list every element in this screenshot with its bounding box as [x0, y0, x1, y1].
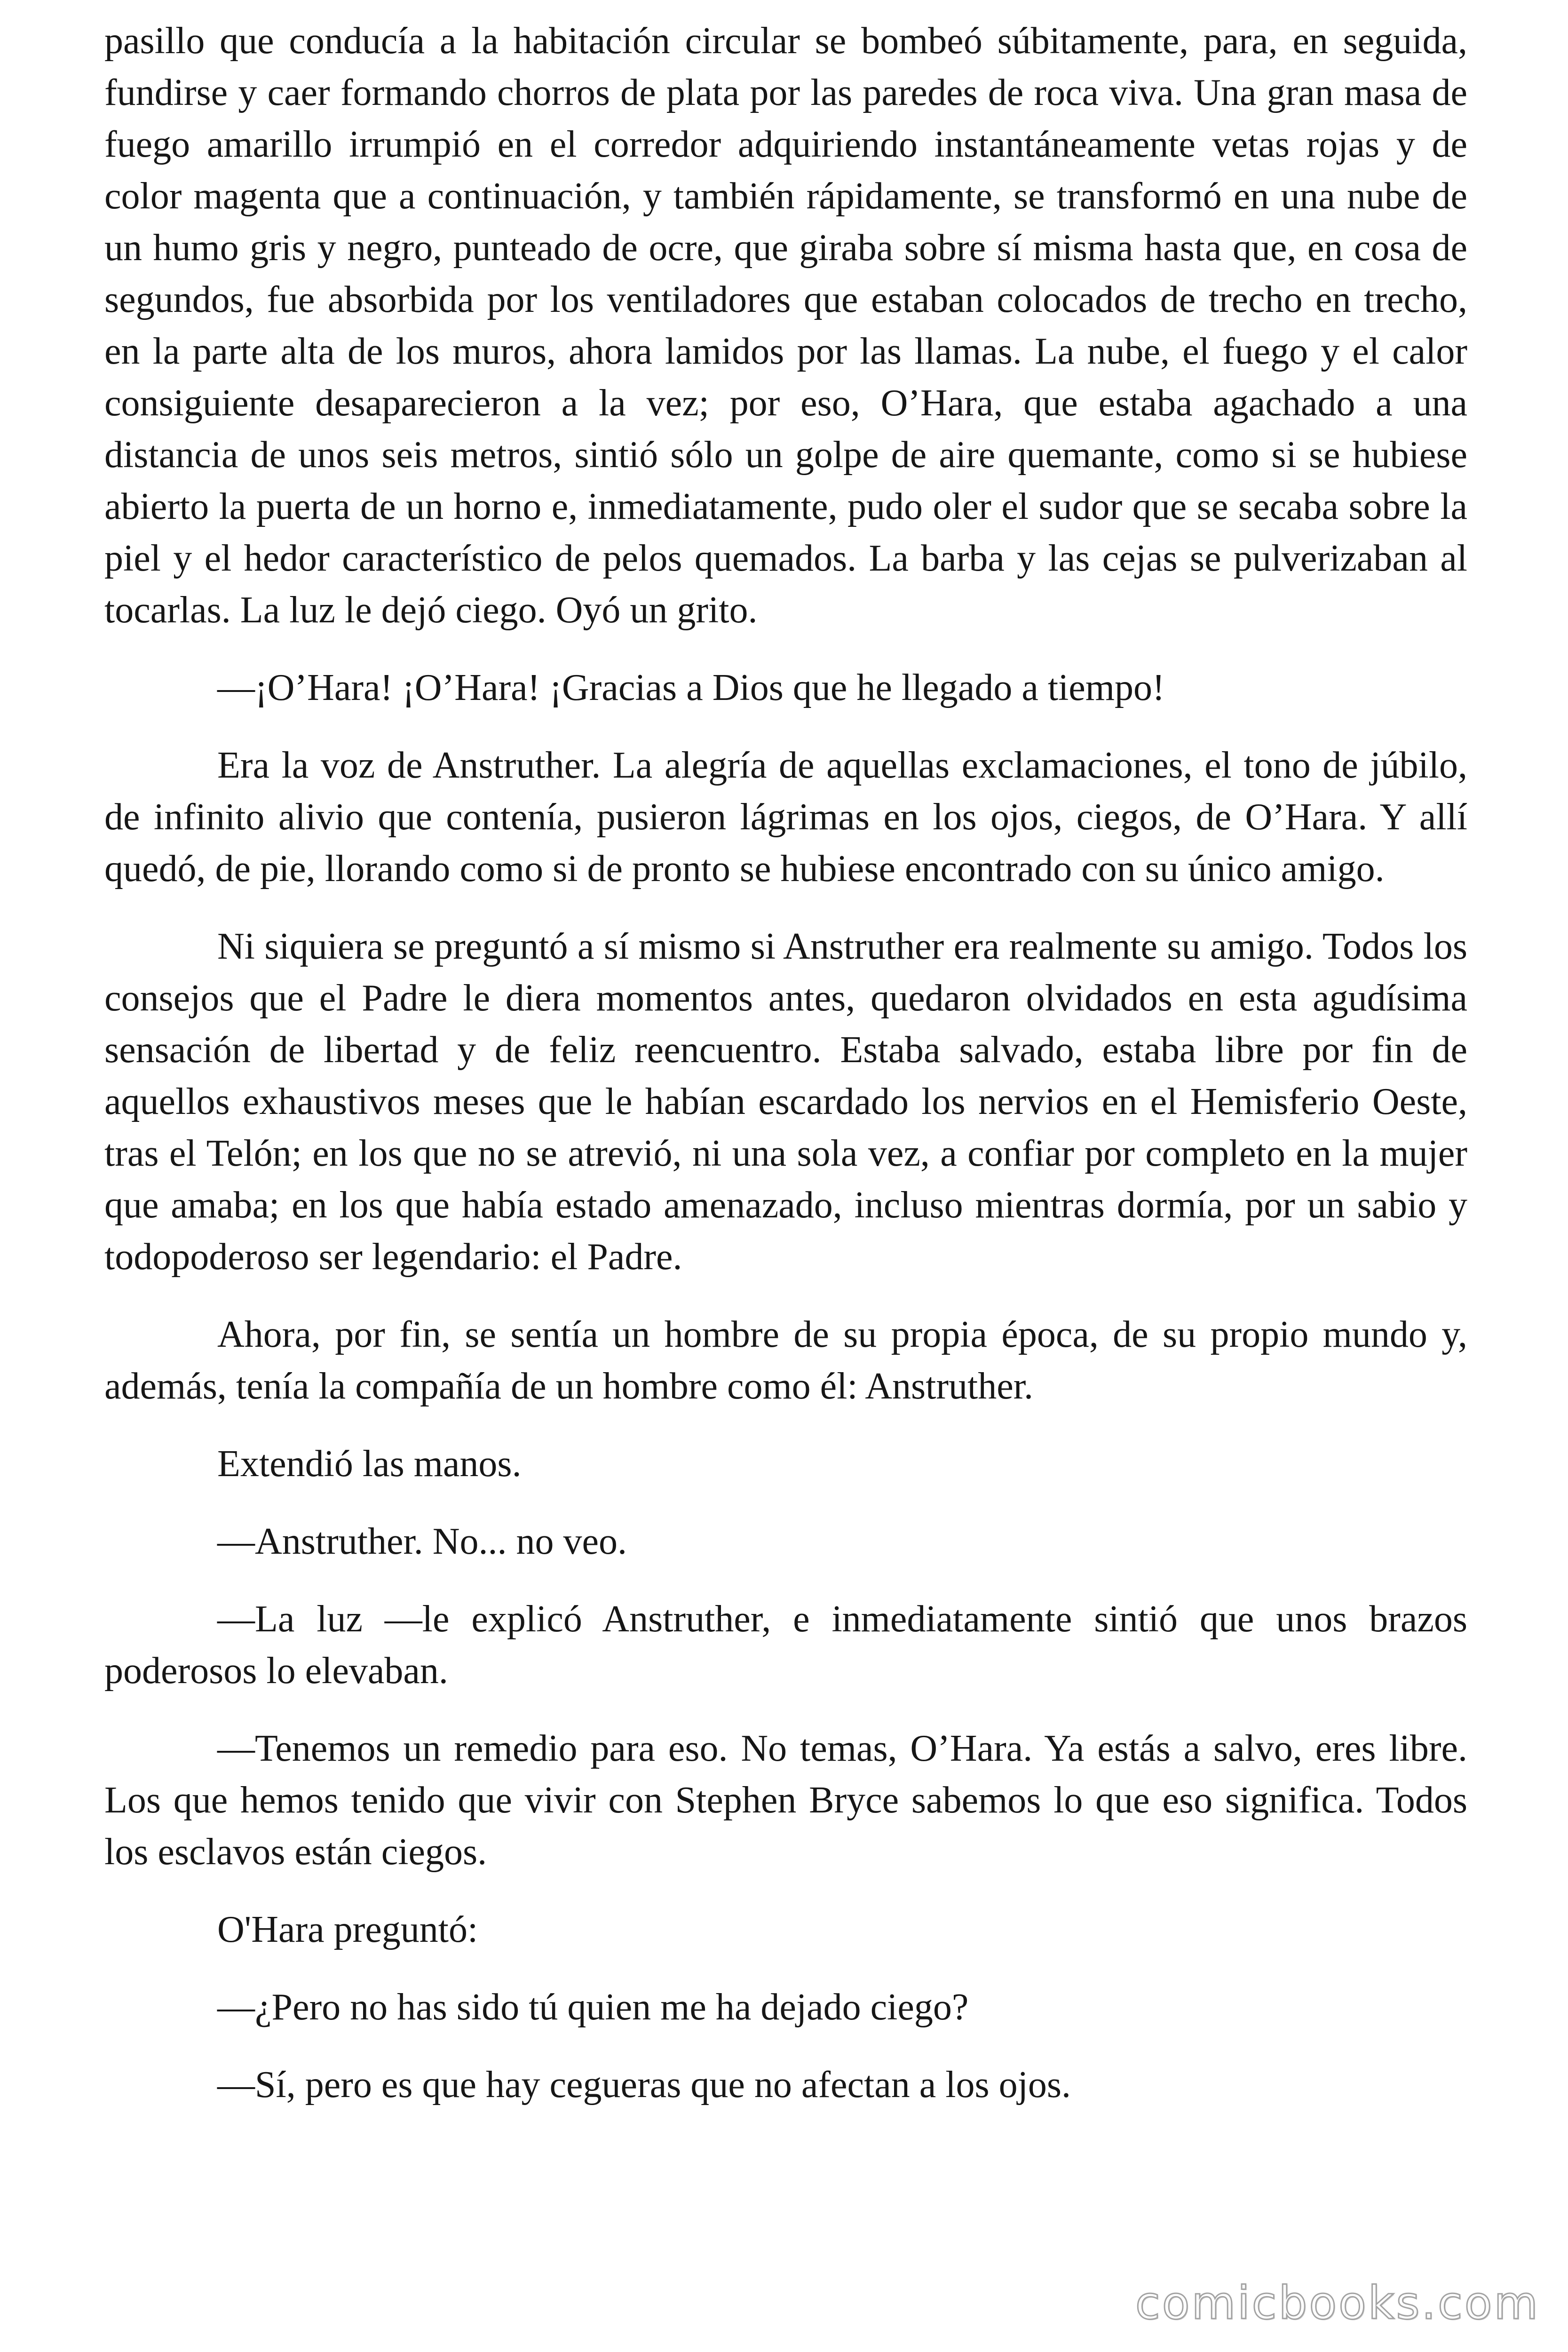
- paragraph-1: pasillo que conducía a la habitación circular se bombeó súbitamente, para, en seguida, fundirse y caer formando chorros de plata por las paredes de roca viva. Una gran masa de fuego amarillo irrumpió en el corredor adquiriendo instantáneamente vetas rojas y de color magenta que a continuación, y también rápidamente, se transformó en una nube de un humo gris y negro, punteado de ocre, que giraba sobre sí misma hasta que, en cosa de segundos, fue absorbida por los ventiladores que estaban colocados de trecho en trecho, en la parte alta de los muros, ahora lamidos por las llamas. La nube, el fuego y el calor consiguiente desaparecieron a la vez; por eso, O’Hara, que estaba agachado a una distancia de unos seis metros, sintió sólo un golpe de aire quemante, como si se hubiese abierto la puerta de un horno e, inmediatamente, pudo oler el sudor que se secaba sobre la piel y el hedor característico de pelos quemados. La barba y las cejas se pulverizaban al tocarlas. La luz le dejó ciego. Oyó un grito.: [104, 20, 1467, 631]
- paragraph-12: —Sí, pero es que hay cegueras que no afectan a los ojos.: [217, 2064, 1071, 2106]
- paragraph-2: —¡O’Hara! ¡O’Hara! ¡Gracias a Dios que he llegado a tiempo!: [217, 667, 1165, 708]
- paragraph-4: Ni siquiera se preguntó a sí mismo si Anstruther era realmente su amigo. Todos los consejos que el Padre le diera momentos antes, quedaron olvidados en esta agudísima sensación de libertad y de feliz reencuentro. Estaba salvado, estaba libre por fin de aquellos exhaustivos meses que le habían escardado los nervios en el Hemisferio Oeste, tras el Telón; en los que no se atrevió, ni una sola vez, a confiar por completo en la mujer que amaba; en los que había estado amenazado, incluso mientras dormía, por un sabio y todopoderoso ser legendario: el Padre.: [104, 926, 1467, 1278]
- paragraph-9: —Tenemos un remedio para eso. No temas, O’Hara. Ya estás a salvo, eres libre. Los que hemos tenido que vivir con Stephen Bryce sabemos lo que eso significa. Todos los esclavos están ciegos.: [104, 1728, 1467, 1873]
- paragraph-7: —Anstruther. No... no veo.: [217, 1521, 627, 1562]
- page-body: [104, 15, 1467, 2137]
- paragraph-6: Extendió las manos.: [217, 1443, 522, 1485]
- watermark-text: comicbooks.com: [1135, 2277, 1540, 2329]
- paragraph-8: —La luz —le explicó Anstruther, e inmediatamente sintió que unos brazos poderosos lo elevaban.: [104, 1598, 1467, 1692]
- paragraph-10: O'Hara preguntó:: [217, 1909, 478, 1950]
- paragraph-3: Era la voz de Anstruther. La alegría de aquellas exclamaciones, el tono de júbilo, de infinito alivio que contenía, pusieron lágrimas en los ojos, ciegos, de O’Hara. Y allí quedó, de pie, llorando como si de pronto se hubiese encontrado con su único amigo.: [104, 745, 1467, 890]
- paragraph-5: Ahora, por fin, se sentía un hombre de su propia época, de su propio mundo y, además, tenía la compañía de un hombre como él: Anstruther.: [104, 1314, 1467, 1407]
- paragraph-11: —¿Pero no has sido tú quien me ha dejado ciego?: [217, 1986, 969, 2028]
